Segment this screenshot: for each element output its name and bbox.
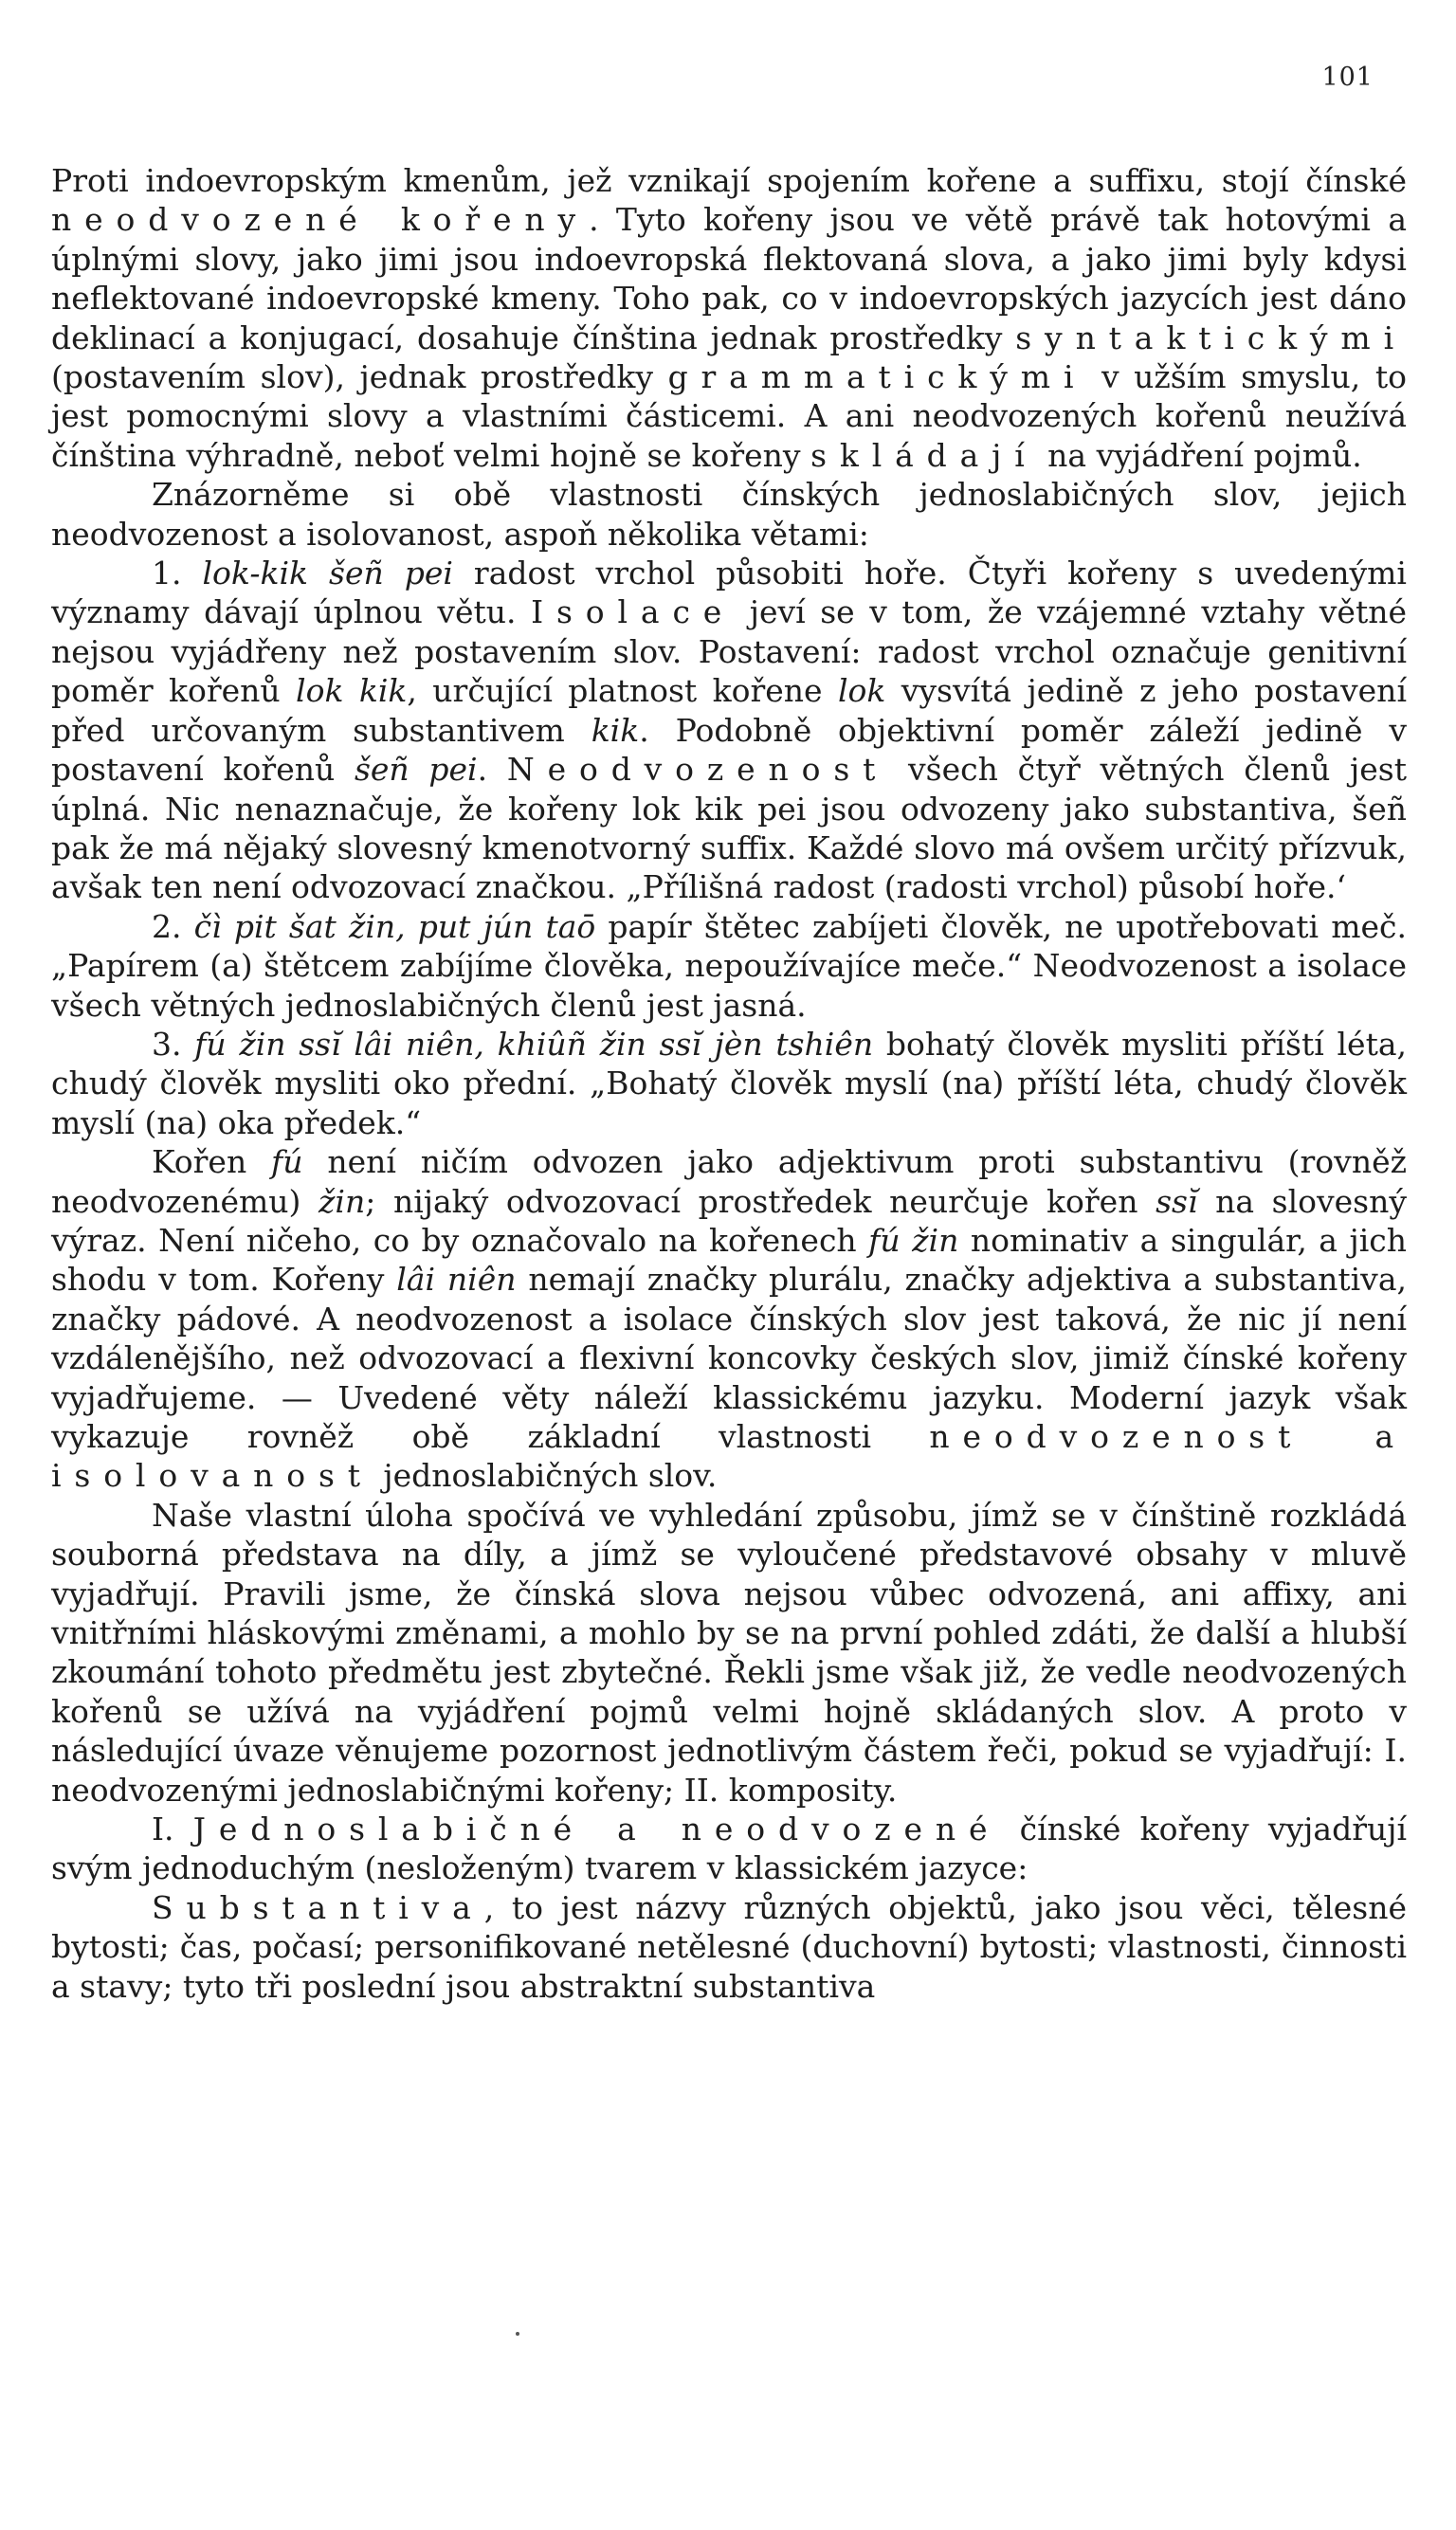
text-run: , to jest názvy různých objektů, jako jsou věci, tělesné bytosti; čas, počasí; personifikované netělesné (duchovní) bytosti; vlastnosti, činnosti a stavy; tyto tři poslední jsou abstraktní substantiva [51, 1888, 1407, 2005]
text-run: na vyjádření pojmů. [1037, 436, 1362, 474]
example-number: 1. [152, 555, 203, 592]
text-run: (postavením slov), jednak prostředky [51, 358, 668, 396]
paragraph-4: Naše vlastní úloha spočívá ve vyhledání způsobu, jímž se v čínštině rozkládá souborná představa na díly, a jímž se vyloučené představové obsahy v mluvě vyjadřují. Pravili jsme, že čínská slova nejsou vůbec odvozená, ani affixy, ani vnitřními hláskovými změnami, a mohlo by se na první pohled zdáti, že další a hlubší zkoumání tohoto předmětu jest zbytečné. Řekli jsme však již, že vedle neodvozených kořenů se užívá na vyjádření pojmů velmi hojně skládaných slov. A proto v následující úvaze věnujeme pozornost jednotlivým částem řeči, pokud se vyjadřují: I. neodvozenými jednoslabičnými kořeny; II. komposity. [51, 1496, 1407, 1809]
text-run: . Podobně objektivní poměr záleží jedině v postavení kořenů [51, 711, 1407, 789]
paragraph-3 [51, 1142, 1407, 1496]
chinese-transcription: kik [591, 711, 640, 749]
text-run: v užším smyslu, to jest pomocnými slovy a vlastními částicemi. A ani neodvozených kořenů neužívá čínština výhradně, neboť velmi hojně se kořeny [51, 358, 1407, 474]
spaced-term: Jednoslabičné a neodvozené [192, 1811, 1001, 1848]
chinese-transcription: šeñ pei [354, 751, 478, 789]
spaced-term: Substantiva [152, 1888, 484, 1926]
text-run: ; nijaký odvozovací prostředek neurčuje kořen [365, 1182, 1156, 1220]
chinese-transcription: čì pit šat žin, put jún taō [193, 907, 596, 945]
example-number: 3. [152, 1025, 195, 1063]
example-3 [51, 1025, 1407, 1142]
chinese-transcription: lok [837, 672, 886, 710]
text-run: papír štětec zabíjeti člověk, ne upotřebovati meč. „Papírem (a) štětcem zabíjíme člověka, nepoužívajíce meče.“ Neodvozenost a isolace všech větných jednoslabičných členů jest jasná. [51, 907, 1407, 1024]
text-run: . [477, 751, 507, 789]
text-run: jednoslabičných slov. [373, 1457, 718, 1495]
text-run: nominativ a singulár, a jich shodu v tom. Kořeny [51, 1221, 1407, 1299]
chinese-transcription: lok-kik šeñ pei [202, 555, 453, 592]
spaced-term: neodvozenost a isolovanost [51, 1418, 1407, 1495]
text-run: , určující platnost kořene [407, 672, 838, 710]
paragraph-6 [51, 1888, 1407, 2006]
text-run: Proti indoevropským kmenům, jež vznikají spojením kořene a suffixu, stojí čínské [51, 162, 1407, 199]
spaced-term: syntaktickými [1015, 319, 1407, 356]
chinese-transcription: ssĭ [1156, 1182, 1198, 1220]
chinese-transcription: fú žin [868, 1221, 959, 1259]
chinese-transcription: fú žin ssĭ lâi niên, khiûñ žin ssĭ jèn tshiên [194, 1025, 874, 1063]
chinese-transcription: lâi niên [396, 1261, 517, 1299]
example-1 [51, 554, 1407, 907]
example-number: 2. [152, 907, 194, 945]
text-run: . Tyto kořeny jsou ve větě právě tak hotovými a úplnými slovy, jako jimi jsou indoevropská flektovaná slova, a jako jimi byly kdysi neflektované indoevropské kmeny. Toho pak, co v indoevropských jazycích jest dáno deklinací a konjugací, dosahuje čínština jednak prostředky [51, 201, 1407, 356]
text-run: jeví se v tom, že vzájemné vztahy větné nejsou vyjádřeny než postavením slov. Postavení: radost vrchol označuje genitivní poměr kořenů [51, 593, 1407, 710]
spaced-term: neodvozené kořeny [51, 201, 590, 239]
text-run: I. [152, 1811, 193, 1848]
paragraph-2: Znázorněme si obě vlastnosti čínských jednoslabičných slov, jejich neodvozenost a isolovanost, aspoň několika větami: [51, 476, 1407, 553]
chinese-transcription: žin [318, 1182, 366, 1220]
paragraph-1 [51, 161, 1407, 475]
chinese-transcription: lok kik [296, 672, 408, 710]
paragraph-5 [51, 1810, 1407, 1888]
text-run: radost vrchol působiti hoře. Čtyři kořeny s uvedenými významy dávají úplnou větu. [51, 555, 1407, 631]
text-run: Kořen [152, 1143, 272, 1181]
example-2 [51, 907, 1407, 1025]
text-run: bohatý člověk mysliti příští léta, chudý člověk mysliti oko přední. „Bohatý člověk myslí (na) příští léta, chudý člověk myslí (na) oka předek.“ [51, 1025, 1407, 1141]
page-number: 101 [1321, 63, 1374, 92]
print-speck [516, 2332, 519, 2336]
text-run: nemají značky plurálu, značky adjektiva a substantiva, značky pádové. A neodvozenost a isolace čínských slov jest taková, že nic jí není vzdálenějšího, než odvozovací a flexivní koncovky českých slov, jimiž čínské kořeny vyjadřujeme. — Uvedené věty náleží klassickému jazyku. Moderní jazyk však vykazuje rovněž obě základní vlastnosti [51, 1261, 1407, 1455]
chinese-transcription: fú [271, 1143, 303, 1181]
spaced-term: Isolace [531, 593, 736, 631]
spaced-term: grammatickými [667, 358, 1087, 396]
spaced-term: skládají [810, 436, 1038, 474]
text-run: čínské kořeny vyjadřují svým jednoduchým (nesloženým) tvarem v klassickém jazyce: [51, 1811, 1408, 1887]
body-text [51, 161, 1407, 2006]
spaced-term: Neodvozenost [506, 751, 889, 789]
text-run: všech čtyř větných členů jest úplná. Nic nenaznačuje, že kořeny lok kik pei jsou odvozeny jako substantiva, šeñ pak že má nějaký slovesný kmenotvorný suffix. Každé slovo má ovšem určitý přízvuk, avšak ten není odvozovací značkou. „Přílišná radost (radosti vrchol) působí hoře.‘ [51, 751, 1408, 906]
text-run: vysvítá jedině z jeho postavení před určovaným substantivem [51, 672, 1407, 749]
text-run: na slovesný výraz. Není ničeho, co by označovalo na kořenech [51, 1182, 1407, 1259]
text-run: není ničím odvozen jako adjektivum proti substantivu (rovněž neodvozenému) [51, 1143, 1407, 1220]
